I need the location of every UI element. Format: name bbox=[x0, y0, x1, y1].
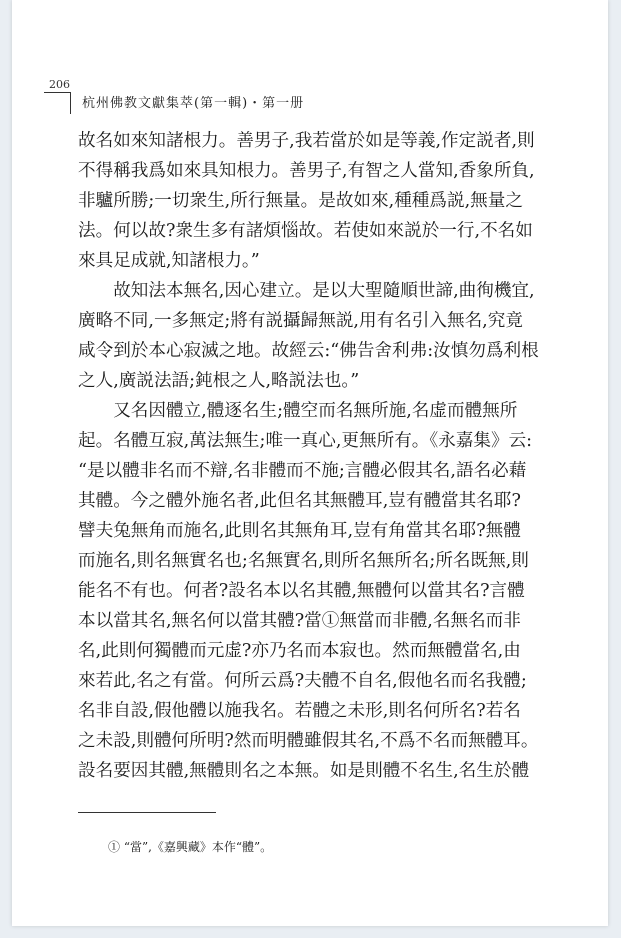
text-line: 故名如來知諸根力。善男子,我若當於如是等義,作定説者,則 bbox=[78, 131, 535, 151]
text-line: 之未設,則體何所明?然而明體雖假其名,不爲不名而無體耳。 bbox=[78, 731, 539, 751]
text-line: 能名不有也。何者?設名本以名其體,無體何以當其名?言體 bbox=[78, 581, 525, 601]
text-line: 咸令到於本心寂滅之地。故經云:“佛告舍利弗:汝慎勿爲利根 bbox=[78, 341, 539, 361]
text-line: 本以當其名,無名何以當其體?當①無當而非體,名無名而非 bbox=[78, 611, 521, 631]
page-number: 206 bbox=[49, 78, 70, 91]
footnote-divider bbox=[78, 812, 216, 813]
text-line: 名,此則何獨體而元虚?亦乃名而本寂也。然而無體當名,由 bbox=[78, 641, 521, 661]
paragraph-start-line: 故知法本無名,因心建立。是以大聖隨順世諦,曲徇機宜, bbox=[113, 281, 535, 301]
text-line: 來若此,名之有當。何所云爲?夫體不自名,假他名而名我體; bbox=[78, 671, 527, 691]
footnote: ① “當”,《嘉興藏》本作“體”。 bbox=[108, 840, 273, 854]
text-line: 之人,廣説法語;鈍根之人,略説法也。” bbox=[78, 371, 360, 391]
paragraph-start-line: 又名因體立,體逐名生;體空而名無所施,名虚而體無所 bbox=[113, 401, 518, 421]
body-text bbox=[78, 126, 578, 786]
text-line: 其體。今之體外施名者,此但名其無體耳,豈有體當其名耶? bbox=[78, 491, 521, 511]
page-header bbox=[44, 78, 564, 118]
text-line: 設名要因其體,無體則名之本無。如是則體不名生,名生於體 bbox=[78, 761, 530, 781]
header-rule bbox=[44, 92, 70, 93]
text-line: 起。名體互寂,萬法無生;唯一真心,更無所有。《永嘉集》云: bbox=[78, 431, 533, 451]
document-page bbox=[12, 0, 608, 926]
text-line: 廣略不同,一多無定;將有説攝歸無説,用有名引入無名,究竟 bbox=[78, 311, 523, 331]
text-line: 法。何以故?衆生多有諸煩惱故。若使如來説於一行,不名如 bbox=[78, 221, 533, 241]
running-title: 杭州佛教文獻集萃(第一輯)・第一册 bbox=[82, 96, 305, 111]
text-line: 不得稱我爲如來具知根力。善男子,有智之人當知,香象所負, bbox=[78, 161, 535, 181]
text-line: 來具足成就,知諸根力。” bbox=[78, 251, 260, 271]
text-line: “是以體非名而不辯,名非體而不施;言體必假其名,語名必藉 bbox=[78, 461, 527, 481]
text-line: 非驢所勝;一切衆生,所行無量。是故如來,種種爲説,無量之 bbox=[78, 191, 523, 211]
text-line: 名非自設,假他體以施我名。若體之未形,則名何所名?若名 bbox=[78, 701, 521, 721]
text-line: 而施名,則名無實名也;名無實名,則所名無所名;所名既無,則 bbox=[78, 551, 529, 571]
header-rule-vertical bbox=[70, 92, 71, 114]
text-line: 譬夫兔無角而施名,此則名其無角耳,豈有角當其名耶?無體 bbox=[78, 521, 521, 541]
